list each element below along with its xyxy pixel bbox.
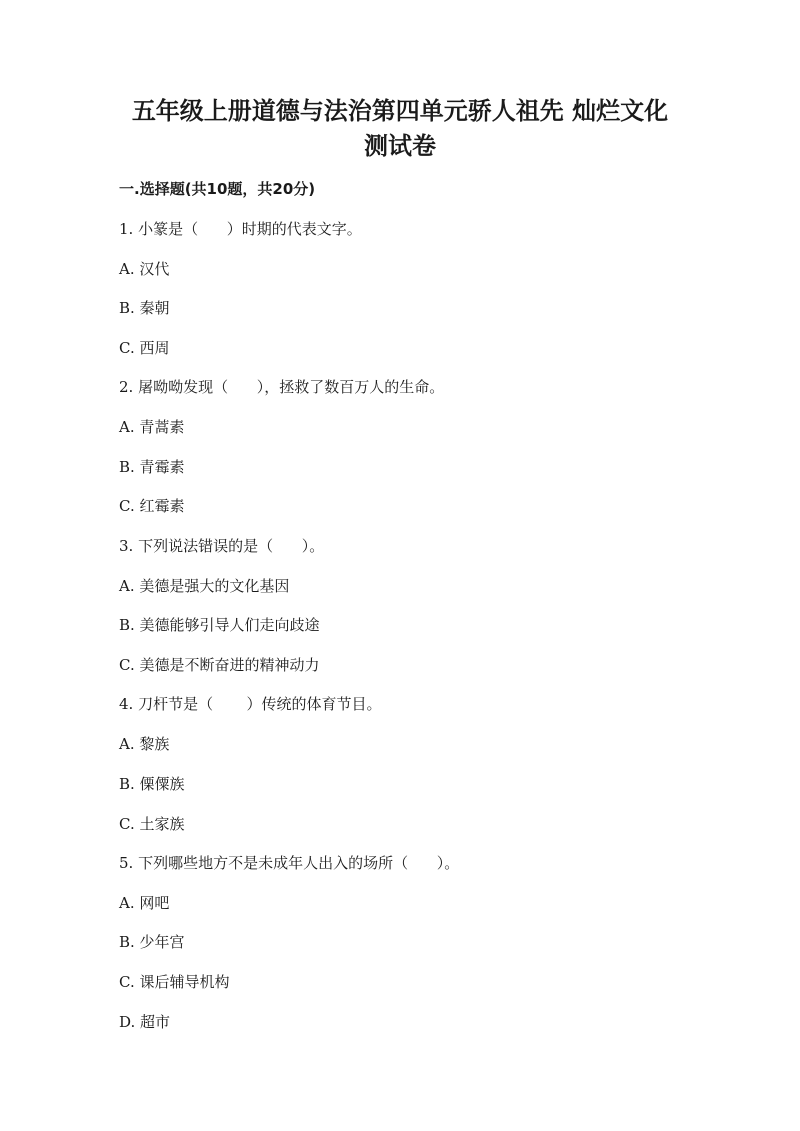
question-2-option-a: A. 青蒿素 [119, 418, 185, 436]
question-2-option-b: B. 青霉素 [119, 458, 185, 476]
question-4-option-a: A. 黎族 [119, 735, 170, 753]
question-2-option-c: C. 红霉素 [119, 497, 185, 515]
question-1-option-a: A. 汉代 [119, 260, 170, 278]
question-5-option-c: C. 课后辅导机构 [119, 973, 230, 991]
question-3-option-c: C. 美德是不断奋进的精神动力 [119, 656, 320, 674]
question-1-stem: 1. 小篆是（ ）时期的代表文字。 [119, 220, 362, 238]
question-4-option-b: B. 傈僳族 [119, 775, 185, 793]
question-3-option-b: B. 美德能够引导人们走向歧途 [119, 616, 320, 634]
question-5-stem: 5. 下列哪些地方不是未成年人出入的场所（ ）。 [119, 854, 460, 872]
question-4-option-c: C. 土家族 [119, 815, 185, 833]
question-5-option-d: D. 超市 [119, 1013, 171, 1031]
document-title-line-1: 五年级上册道德与法治第四单元骄人祖先 灿烂文化 [131, 97, 669, 125]
question-5-option-a: A. 网吧 [119, 894, 170, 912]
question-3-option-a: A. 美德是强大的文化基因 [119, 577, 290, 595]
question-3-stem: 3. 下列说法错误的是（ ）。 [119, 537, 325, 555]
question-2-stem: 2. 屠呦呦发现（ ），拯救了数百万人的生命。 [119, 378, 445, 396]
question-4-stem: 4. 刀杆节是（ ）传统的体育节目。 [119, 695, 382, 713]
question-1-option-c: C. 西周 [119, 339, 170, 357]
question-5-option-b: B. 少年宫 [119, 933, 185, 951]
question-1-option-b: B. 秦朝 [119, 299, 170, 317]
section-heading: 一.选择题(共10题，共20分) [119, 180, 316, 198]
document-title-line-2: 测试卷 [364, 132, 436, 160]
